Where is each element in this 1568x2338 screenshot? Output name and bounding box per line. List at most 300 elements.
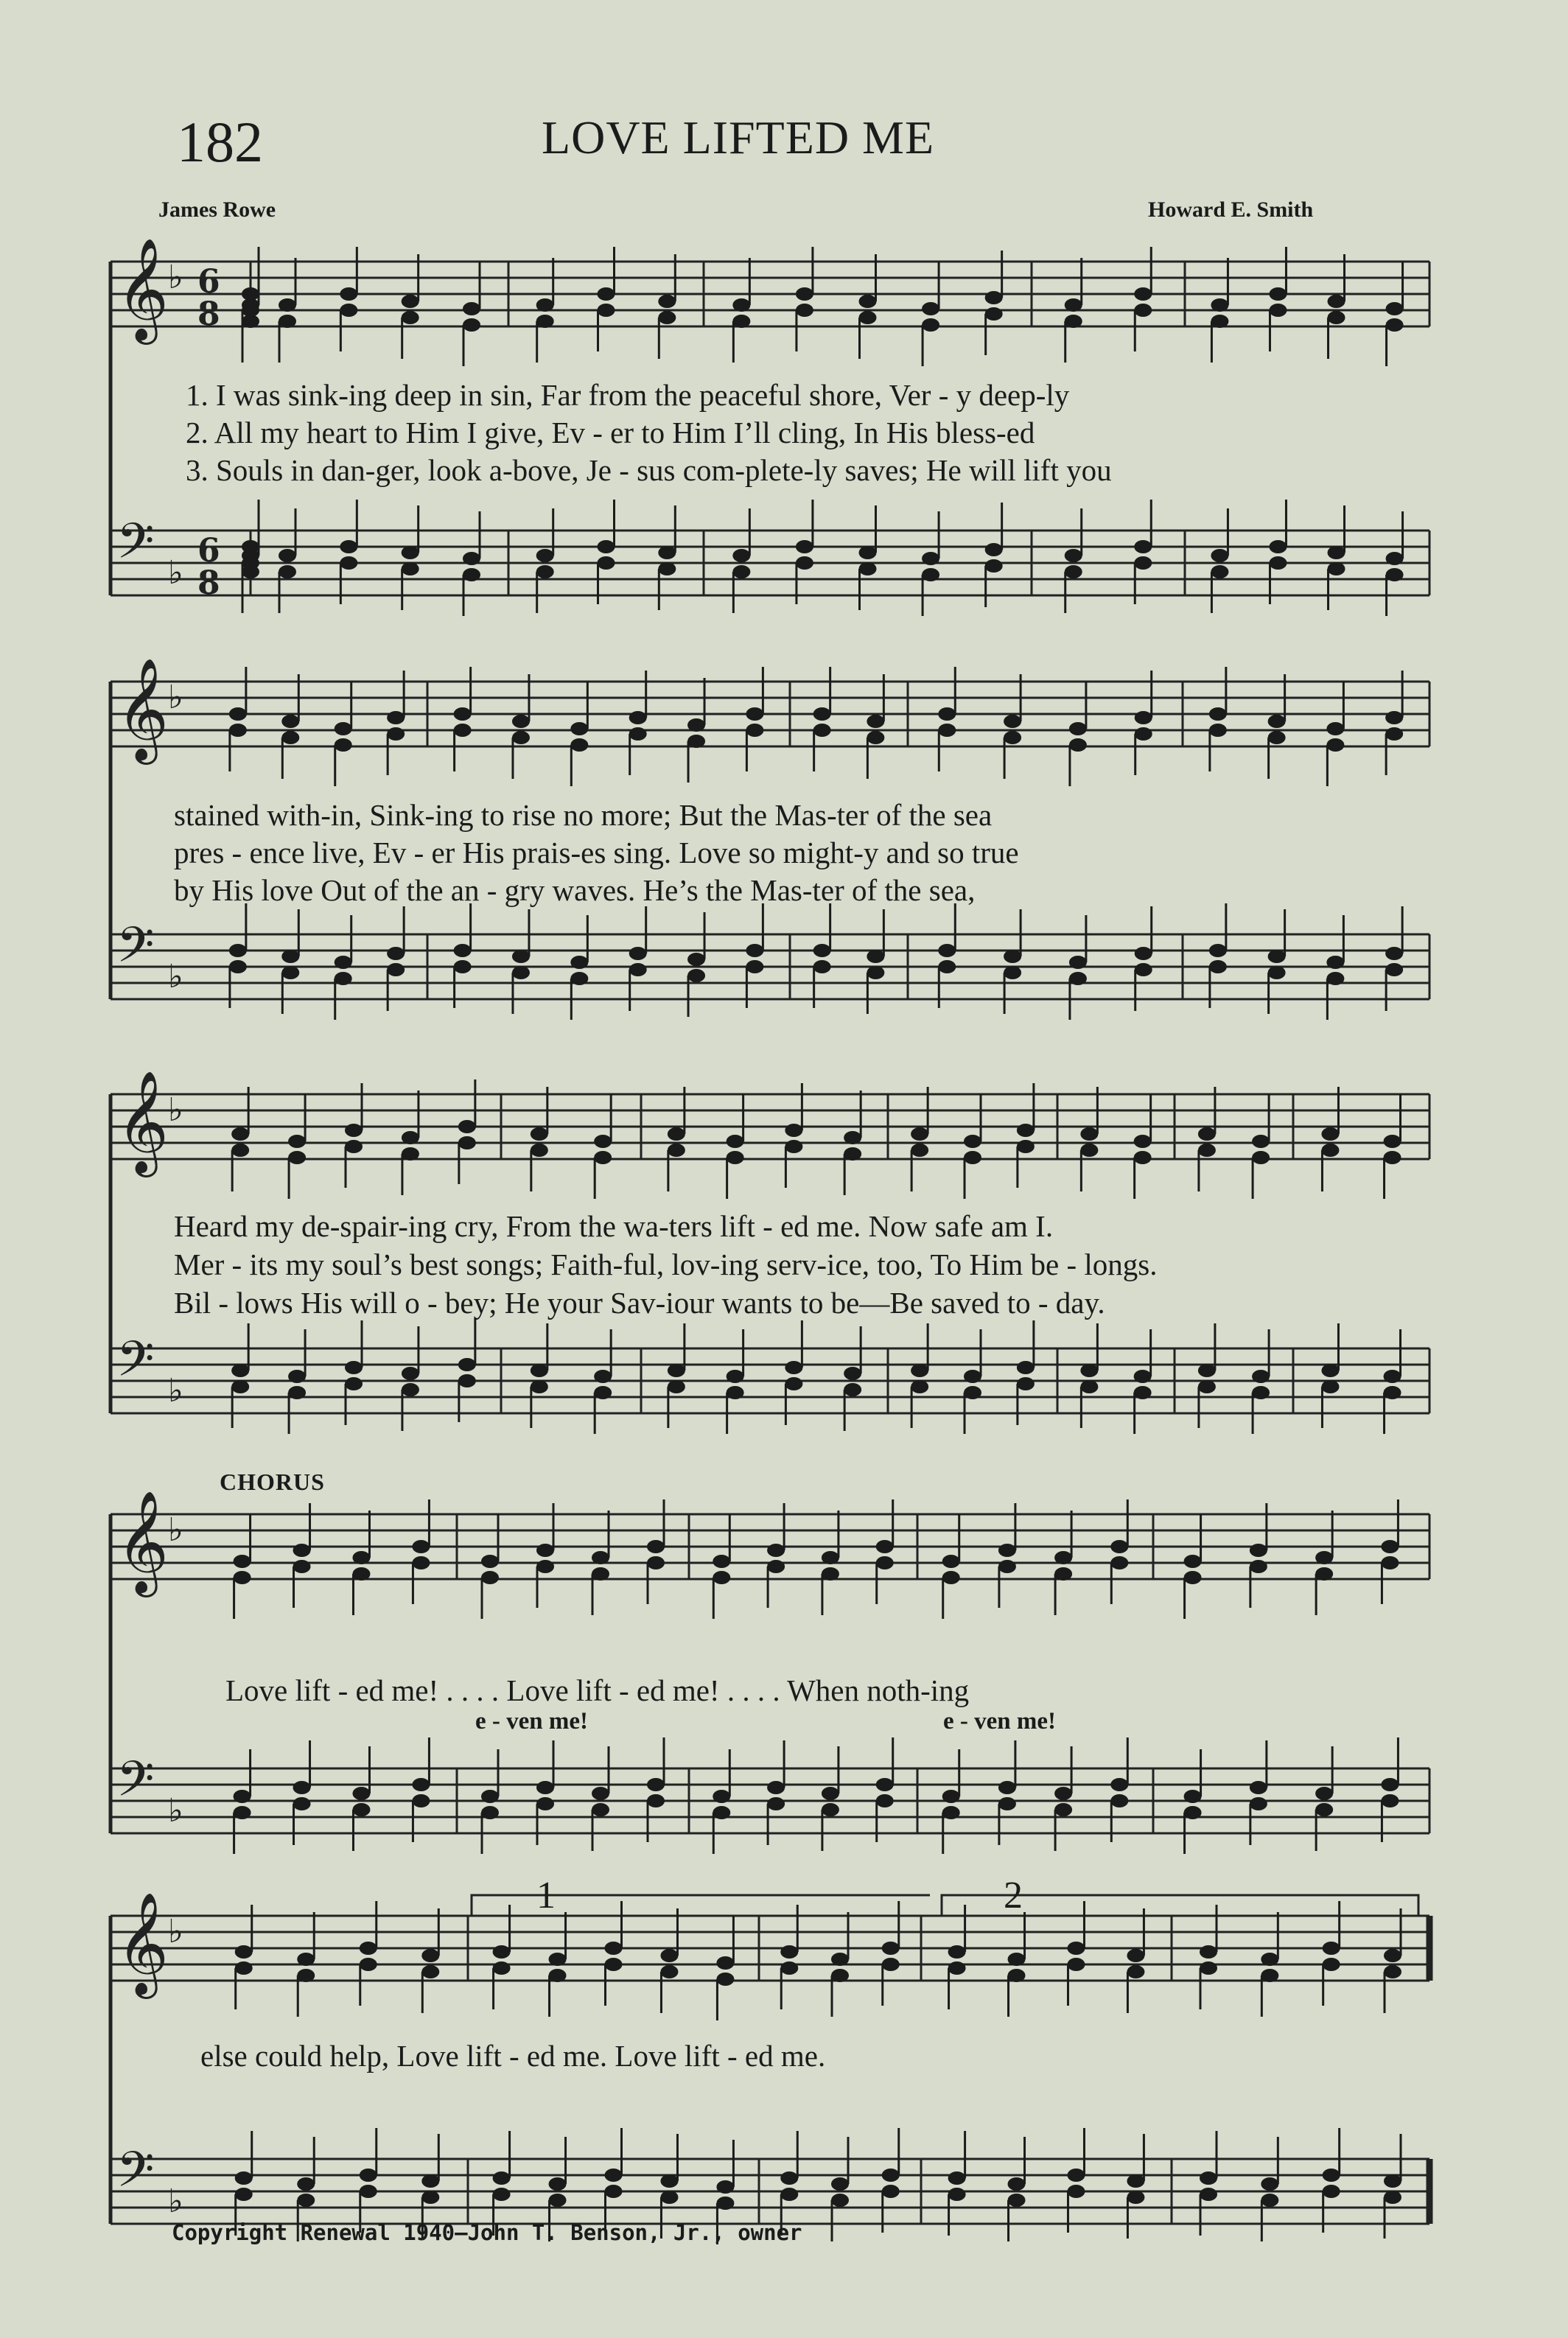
note-head xyxy=(844,1383,861,1396)
note-head xyxy=(1252,1151,1270,1164)
note-head xyxy=(948,2188,966,2201)
note-head xyxy=(844,1147,861,1161)
note-head xyxy=(570,722,588,735)
note-head xyxy=(687,718,705,732)
note-head xyxy=(297,1969,315,1982)
note-head xyxy=(1384,1151,1401,1164)
note-head xyxy=(1384,1370,1401,1383)
note-head xyxy=(1250,1560,1267,1573)
note-head xyxy=(1321,1380,1339,1393)
note-head xyxy=(360,2185,377,2198)
note-head xyxy=(796,540,813,553)
note-head xyxy=(594,1151,612,1164)
hymn-number: 182 xyxy=(177,110,263,174)
treble-clef-icon: 𝄞 xyxy=(116,658,169,760)
note-head xyxy=(1315,1787,1333,1800)
note-head xyxy=(785,1140,802,1153)
note-head xyxy=(1328,295,1345,308)
note-head xyxy=(536,549,554,562)
note-head xyxy=(948,1945,966,1959)
note-head xyxy=(1269,556,1287,570)
note-head xyxy=(231,1144,249,1157)
note-head xyxy=(1080,1380,1098,1393)
note-head xyxy=(242,304,259,317)
note-head xyxy=(288,1386,306,1399)
note-head xyxy=(1321,1364,1339,1377)
note-head xyxy=(668,1380,685,1393)
note-head xyxy=(1386,318,1404,332)
note-head xyxy=(1069,956,1087,969)
note-head xyxy=(1198,1380,1216,1393)
note-head xyxy=(1080,1127,1098,1141)
note-head xyxy=(844,1131,861,1144)
note-head xyxy=(360,1958,377,1971)
note-head xyxy=(660,2174,678,2188)
note-head xyxy=(412,1540,430,1553)
note-head xyxy=(1381,1556,1399,1569)
note-head xyxy=(512,966,530,979)
treble-clef-icon: 𝄞 xyxy=(116,238,169,340)
note-head xyxy=(985,291,1003,304)
note-head xyxy=(998,1797,1016,1810)
note-head xyxy=(402,562,419,575)
note-head xyxy=(1209,724,1227,737)
note-head xyxy=(345,1361,363,1374)
note-head xyxy=(1261,2177,1278,2191)
note-head xyxy=(647,1540,665,1553)
note-head xyxy=(536,315,554,328)
note-head xyxy=(481,1806,499,1819)
note-head xyxy=(531,1380,548,1393)
lyric-line: 1. I was sink-ing deep in sin, Far from the peaceful shore, Ver - y deep-ly xyxy=(186,378,1070,412)
note-head xyxy=(922,318,939,332)
note-head xyxy=(1209,707,1227,721)
note-head xyxy=(549,2177,567,2191)
note-head xyxy=(713,1806,730,1819)
note-head xyxy=(235,1961,253,1975)
note-head xyxy=(360,1942,377,1955)
note-head xyxy=(1321,1144,1339,1157)
composer-credit: Howard E. Smith xyxy=(1148,197,1314,222)
note-head xyxy=(293,1797,311,1810)
note-head xyxy=(882,2169,900,2182)
note-head xyxy=(1004,950,1021,963)
note-head xyxy=(1211,549,1228,562)
note-head xyxy=(1252,1135,1270,1148)
note-head xyxy=(458,1136,476,1149)
note-head xyxy=(813,724,831,737)
note-head xyxy=(402,1367,419,1380)
note-head xyxy=(780,2171,798,2185)
note-head xyxy=(660,1949,678,1962)
lyric-line: stained with-in, Sink-ing to rise no more; But the Mas-ter of the sea xyxy=(174,798,993,832)
note-head xyxy=(942,1790,960,1803)
flat-icon: ♭ xyxy=(168,554,183,592)
note-head xyxy=(402,295,419,308)
note-head xyxy=(1252,1370,1270,1383)
first-ending-label: 1 xyxy=(536,1875,556,1917)
note-head xyxy=(293,1544,311,1557)
note-head xyxy=(732,549,750,562)
note-head xyxy=(785,1361,802,1374)
note-head xyxy=(402,546,419,559)
note-head xyxy=(1385,947,1403,960)
note-head xyxy=(780,2188,798,2201)
note-head xyxy=(242,556,259,570)
note-head xyxy=(668,1144,685,1157)
note-head xyxy=(964,1370,981,1383)
note-head xyxy=(1381,1540,1399,1553)
note-head xyxy=(229,724,247,737)
note-head xyxy=(629,963,647,976)
note-head xyxy=(412,1778,430,1791)
note-head xyxy=(605,2169,623,2182)
treble-clef-icon: 𝄞 xyxy=(116,1491,169,1593)
note-head xyxy=(1315,1551,1333,1564)
note-head xyxy=(229,944,247,957)
note-head xyxy=(402,1147,419,1161)
note-head xyxy=(297,1953,315,1966)
note-head xyxy=(1261,2194,1278,2207)
note-head xyxy=(1252,1386,1270,1399)
lyric-line: Heard my de-spair-ing cry, From the wa-ters lift - ed me. Now safe am I. xyxy=(174,1209,1054,1243)
note-head xyxy=(859,311,877,324)
note-head xyxy=(605,2185,623,2198)
note-head xyxy=(1200,1945,1217,1959)
note-head xyxy=(1004,715,1021,728)
bass-clef-icon: 𝄢 xyxy=(116,2141,155,2210)
note-head xyxy=(1184,1555,1202,1568)
note-head xyxy=(493,1961,511,1975)
note-head xyxy=(536,565,554,578)
note-head xyxy=(335,956,352,969)
note-head xyxy=(867,715,884,728)
note-head xyxy=(592,1787,609,1800)
note-head xyxy=(421,2174,439,2188)
note-head xyxy=(813,707,831,721)
note-head xyxy=(867,731,884,744)
note-head xyxy=(746,724,763,737)
note-head xyxy=(658,295,676,308)
flat-icon: ♭ xyxy=(168,259,183,296)
time-signature-top: 6 xyxy=(197,532,220,570)
note-head xyxy=(938,724,956,737)
note-head xyxy=(1134,540,1152,553)
note-head xyxy=(1008,1953,1026,1966)
note-head xyxy=(1211,565,1228,578)
note-head xyxy=(281,731,299,744)
note-head xyxy=(746,944,763,957)
note-head xyxy=(1386,568,1404,581)
note-head xyxy=(859,546,877,559)
note-head xyxy=(876,1778,894,1791)
note-head xyxy=(234,1806,251,1819)
note-head xyxy=(964,1386,981,1399)
note-head xyxy=(1315,1803,1333,1816)
note-head xyxy=(340,304,357,317)
note-head xyxy=(1200,2171,1217,2185)
note-head xyxy=(402,311,419,324)
note-head xyxy=(716,2197,734,2210)
note-head xyxy=(687,953,705,966)
note-head xyxy=(964,1151,981,1164)
lyric-line: Love lift - ed me! . . . . Love lift - ed me! . . . . When noth-ing xyxy=(225,1673,970,1707)
note-head xyxy=(352,1551,370,1564)
time-signature-bottom: 8 xyxy=(197,564,220,602)
note-head xyxy=(660,1965,678,1978)
note-head xyxy=(288,1370,306,1383)
note-head xyxy=(549,1953,567,1966)
note-head xyxy=(1065,298,1082,312)
chorus-label: CHORUS xyxy=(220,1469,325,1495)
note-head xyxy=(1384,2191,1401,2204)
note-head xyxy=(831,1953,849,1966)
treble-clef-icon: 𝄞 xyxy=(116,1071,169,1173)
note-head xyxy=(629,727,647,741)
note-head xyxy=(387,727,405,741)
alto-lyric: e - ven me! xyxy=(475,1708,589,1735)
note-head xyxy=(1017,1124,1035,1137)
note-head xyxy=(780,1961,798,1975)
note-head xyxy=(732,315,750,328)
note-head xyxy=(1054,1567,1072,1581)
copyright-notice: Copyright Renewal 1940—John T. Benson, Jr., owner xyxy=(172,2220,802,2245)
note-head xyxy=(279,549,296,562)
note-head xyxy=(1135,947,1152,960)
note-head xyxy=(297,2194,315,2207)
note-head xyxy=(1135,727,1152,741)
note-head xyxy=(1261,1953,1278,1966)
note-head xyxy=(658,546,676,559)
note-head xyxy=(1008,2177,1026,2191)
note-head xyxy=(281,966,299,979)
note-head xyxy=(1135,963,1152,976)
note-head xyxy=(713,1555,730,1568)
note-head xyxy=(231,1364,249,1377)
note-head xyxy=(281,715,299,728)
note-head xyxy=(288,1135,306,1148)
lyric-line: by His love Out of the an - gry waves. He’s the Mas-ter of the sea, xyxy=(174,873,976,907)
note-head xyxy=(293,1560,311,1573)
note-head xyxy=(229,707,247,721)
note-head xyxy=(1134,287,1152,301)
note-head xyxy=(1385,727,1403,741)
note-head xyxy=(1326,722,1344,735)
note-head xyxy=(512,715,530,728)
note-head xyxy=(876,1540,894,1553)
note-head xyxy=(922,568,939,581)
note-head xyxy=(746,960,763,973)
note-head xyxy=(658,562,676,575)
note-head xyxy=(1198,1127,1216,1141)
note-head xyxy=(592,1551,609,1564)
note-head xyxy=(822,1803,839,1816)
note-head xyxy=(1080,1364,1098,1377)
note-head xyxy=(1261,1969,1278,1982)
bass-clef-icon: 𝄢 xyxy=(116,1331,155,1399)
note-head xyxy=(1067,2169,1085,2182)
note-head xyxy=(335,972,352,985)
note-head xyxy=(421,1949,439,1962)
note-head xyxy=(458,1358,476,1371)
note-head xyxy=(1004,731,1021,744)
note-head xyxy=(1134,1151,1152,1164)
note-head xyxy=(767,1797,785,1810)
note-head xyxy=(536,1797,554,1810)
note-head xyxy=(234,1555,251,1568)
note-head xyxy=(1323,2185,1340,2198)
time-signature-top: 6 xyxy=(197,263,220,301)
note-head xyxy=(421,1965,439,1978)
note-head xyxy=(1384,1135,1401,1148)
note-head xyxy=(1054,1551,1072,1564)
note-head xyxy=(1127,2174,1144,2188)
note-head xyxy=(727,1135,744,1148)
note-head xyxy=(234,1571,251,1584)
note-head xyxy=(1184,1806,1202,1819)
note-head xyxy=(1268,715,1286,728)
note-head xyxy=(911,1380,928,1393)
note-head xyxy=(1268,966,1286,979)
flat-icon: ♭ xyxy=(168,1372,183,1410)
note-head xyxy=(340,556,357,570)
note-head xyxy=(1211,298,1228,312)
note-head xyxy=(859,562,877,575)
note-head xyxy=(335,722,352,735)
alto-lyric: e - ven me! xyxy=(943,1708,1057,1735)
note-head xyxy=(647,1778,665,1791)
note-head xyxy=(844,1367,861,1380)
note-head xyxy=(876,1794,894,1807)
note-head xyxy=(481,1555,499,1568)
note-head xyxy=(229,960,247,973)
note-head xyxy=(1328,546,1345,559)
note-head xyxy=(234,1790,251,1803)
note-head xyxy=(1134,304,1152,317)
note-head xyxy=(463,552,480,565)
note-head xyxy=(767,1781,785,1794)
note-head xyxy=(1065,549,1082,562)
note-head xyxy=(549,1969,567,1982)
note-head xyxy=(412,1794,430,1807)
note-head xyxy=(335,738,352,752)
note-head xyxy=(1110,1794,1128,1807)
lyric-line: pres - ence live, Ev - er His prais-es sing. Love so might-y and so true xyxy=(174,836,1019,869)
note-head xyxy=(1134,556,1152,570)
note-head xyxy=(1069,972,1087,985)
note-head xyxy=(687,735,705,748)
note-head xyxy=(658,311,676,324)
note-head xyxy=(1065,565,1082,578)
lyric-line: 2. All my heart to Him I give, Ev - er to Him I’ll cling, In His bless-ed xyxy=(186,416,1035,449)
note-head xyxy=(785,1124,802,1137)
note-head xyxy=(493,2171,511,2185)
note-head xyxy=(536,1781,554,1794)
note-head xyxy=(1069,738,1087,752)
note-head xyxy=(922,552,939,565)
note-head xyxy=(1110,1556,1128,1569)
note-head xyxy=(1054,1787,1072,1800)
note-head xyxy=(1250,1544,1267,1557)
note-head xyxy=(412,1556,430,1569)
note-head xyxy=(732,298,750,312)
note-head xyxy=(1268,950,1286,963)
note-head xyxy=(549,2194,567,2207)
author-credit: James Rowe xyxy=(158,197,276,222)
note-head xyxy=(531,1144,548,1157)
note-head xyxy=(746,707,763,721)
note-head xyxy=(481,1571,499,1584)
note-head xyxy=(985,543,1003,556)
flat-icon: ♭ xyxy=(168,1091,183,1129)
note-head xyxy=(1067,2185,1085,2198)
note-head xyxy=(796,304,813,317)
note-head xyxy=(998,1781,1016,1794)
note-head xyxy=(279,298,296,312)
note-head xyxy=(948,1961,966,1975)
note-head xyxy=(911,1144,928,1157)
note-head xyxy=(629,711,647,724)
lyric-line: else could help, Love lift - ed me. Love lift - ed me. xyxy=(200,2039,826,2073)
note-head xyxy=(716,1973,734,1986)
note-head xyxy=(293,1781,311,1794)
note-head xyxy=(288,1151,306,1164)
note-head xyxy=(1110,1540,1128,1553)
note-head xyxy=(345,1124,363,1137)
second-ending-label: 2 xyxy=(1004,1875,1023,1917)
hymn-title: LOVE LIFTED ME xyxy=(542,111,935,164)
note-head xyxy=(454,960,472,973)
note-head xyxy=(279,565,296,578)
note-head xyxy=(1069,722,1087,735)
flat-icon: ♭ xyxy=(168,1913,183,1950)
note-head xyxy=(1067,1942,1085,1955)
note-head xyxy=(454,707,472,721)
note-head xyxy=(727,1151,744,1164)
note-head xyxy=(796,287,813,301)
lyric-line: 3. Souls in dan-ger, look a-bove, Je - sus com-plete-ly saves; He will lift you xyxy=(186,453,1112,487)
note-head xyxy=(1065,315,1082,328)
note-head xyxy=(1134,1370,1152,1383)
note-head xyxy=(1323,1942,1340,1955)
note-head xyxy=(767,1544,785,1557)
note-head xyxy=(458,1120,476,1133)
note-head xyxy=(938,960,956,973)
note-head xyxy=(279,315,296,328)
note-head xyxy=(1134,1135,1152,1148)
note-head xyxy=(1385,963,1403,976)
note-head xyxy=(594,1386,612,1399)
note-head xyxy=(570,738,588,752)
flat-icon: ♭ xyxy=(168,2183,183,2220)
note-head xyxy=(481,1790,499,1803)
note-head xyxy=(822,1551,839,1564)
note-head xyxy=(727,1386,744,1399)
note-head xyxy=(780,1945,798,1959)
note-head xyxy=(536,298,554,312)
note-head xyxy=(668,1127,685,1141)
note-head xyxy=(1209,960,1227,973)
note-head xyxy=(340,540,357,553)
note-head xyxy=(570,972,588,985)
note-head xyxy=(536,1544,554,1557)
note-head xyxy=(598,304,615,317)
note-head xyxy=(297,2177,315,2191)
note-head xyxy=(1198,1364,1216,1377)
note-head xyxy=(512,731,530,744)
note-head xyxy=(922,302,939,315)
note-head xyxy=(985,559,1003,573)
